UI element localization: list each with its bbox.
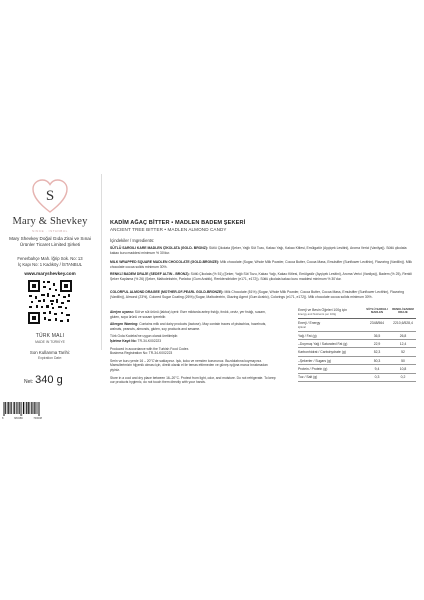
license-en: Business Registration No: TR-34-K002223: [110, 351, 173, 356]
nutrient-value-madlen: 2348/564: [369, 320, 385, 325]
ingredients-milk-madlen-tr: [110, 246, 416, 256]
net-weight-value: 340 g: [35, 374, 63, 386]
barcode-digits-right: 700008: [33, 417, 42, 420]
barcode: [2, 402, 42, 416]
table-row: [298, 340, 416, 348]
ingredients-milk-madlen-en: [110, 260, 416, 270]
nutrition-header-tr: Enerji ve Besin Öğeleri 100g için: [298, 308, 348, 312]
svg-text:S: S: [45, 188, 55, 204]
barcode-digit-lead: 8: [2, 417, 4, 420]
allergen-text-en: Contains milk and dairy products (lactose). May contain traces of pistachios, hazelnuts, walnuts, peanuts, almonds, gluten, soy products and sesame.: [110, 322, 267, 331]
expiry-label-en: Expiration Date:: [37, 356, 63, 360]
ingredients-heading-2: MILK WRAPPED SQUARE MADLEN CHOCOLATE (GOLD-BRONZE):: [110, 260, 220, 264]
codex-note-tr: Türk Gıda Kodeksi'ne uygun olarak üretilmiştir.: [110, 334, 179, 339]
company-address: [2, 256, 98, 267]
brand-tagline: SINCE · ISTANBUL: [32, 229, 68, 233]
production-note-en: [110, 347, 276, 356]
qr-code[interactable]: [27, 279, 73, 325]
codex-note-en: Produced in accordance with the Turkish Food Codex.: [110, 346, 190, 351]
ingredients-almond-dragee-tr: [110, 272, 416, 282]
table-row: [298, 319, 416, 332]
brand-name: Mary & Shevkey: [12, 216, 88, 227]
license-number-tr: TR-34-K002223: [137, 338, 162, 343]
ingredients-text-1: Sütlü Çikolata (Şeker, Yağlı Süt Tozu, Kakao Yağı, Kakao Kitlesi, Emülgatör (Ayçiçek Lesitini), Aroma Verici (Vanilya)). Sütlü çikolata kakao kuru maddesi minimum % 30'dur.: [110, 246, 407, 255]
nutrient-name: Karbonhidrat / Carbohydrate (g): [298, 350, 346, 355]
allergen-text-tr: Süt ve süt ürünü (laktoz) içerir. Eser miktarda antep fıstığı, fındık, ceviz, yer fıstığı, susam, gluten, soya ürünü ve susam içerebilir.: [110, 310, 266, 319]
net-weight-label: Net:: [24, 379, 34, 385]
nutrient-value-madlen: 50,3: [373, 358, 381, 363]
ingredients-text-2: Milk chocolate (Sugar, Whole Milk Powder, Cocoa Butter, Cocoa Mass, Emulsifier (Sunflower Lecithin), Flavoring (Vanillin)). Milk chocolate cocoa solids minimum 30%.: [110, 260, 412, 269]
nutrition-header: [298, 308, 416, 319]
brand-logo-heart-icon: [30, 176, 70, 216]
nutrient-value-madlen: 52,3: [373, 350, 381, 355]
nutrition-header-label: [298, 308, 364, 316]
table-row: [298, 365, 416, 373]
storage-en: Store in a cool and dry place between 16–20°C. Protect from light, odor, and moisture. Do not refrigerate. To keep our products hygienic, do not touch them directly with your hands.: [110, 375, 276, 385]
production-note-tr: [110, 334, 276, 343]
notes-block: [110, 310, 276, 388]
nutrient-name: –Şekerler / Sugars (g): [298, 358, 332, 363]
nutrient-value-dragee: 2210,6/528,4: [393, 320, 413, 325]
ingredients-text-3: Sütlü Çikolata (% 51) (Şeker, Yağlı Süt Tozu, Kakao Yağı, Kakao Kitlesi, Emülgatör (Ayçiçek Lesitini), Aroma Verici (Vanilya)), Badem (% 25), Renkli Şeker Kaplama (% 26) (Şeker, Maltodekstrin, Parlatıcı (Gum Arabik), Renklendiriciler (e171, e172)). Sütlü çikolata kakao kuru maddesi minimum % 30'dur.: [110, 272, 412, 281]
nutrient-value-madlen: 0,3: [374, 375, 380, 380]
nutrient-value-dragee: 50: [401, 358, 405, 363]
company-name: Mary Shevkey Doğal Gıda Zirai ve Sınai Ürünler Ticaret Limited Şirketi: [9, 236, 91, 247]
storage-tr: Serin ve kuru yerde 16 – 20°C'de saklayınız. Işık, koku ve nemden korununuz. Buzdolabına koymayınız. Mamullerimizin hijyenik olması için, direkt olarak el ile temas ettirmeden ve güneş ışığına maruz bırakmadan yiyiniz.: [110, 358, 268, 372]
nutrient-name-tr: Enerji / Energy: [298, 320, 321, 325]
nutrient-value-dragee: 52: [401, 350, 405, 355]
address-line-1: Fenerbahçe Mah. İğrip Sok. No: 13: [17, 256, 83, 261]
ingredients-heading-1: SÜTLÜ SARGILI KARE MADLEN ÇİKOLATA (GOLD- BRONZ):: [110, 246, 209, 250]
product-title-en: ANCIENT TREE BITTER • MADLEN ALMOND CANDY: [110, 227, 227, 232]
allergen-label-tr: Alerjen uyarısı:: [110, 310, 134, 314]
table-row: [298, 357, 416, 365]
nutrient-value-dragee: 12,4: [399, 341, 407, 346]
license-tr: [110, 339, 276, 344]
nutrient-unit: kj/kcal: [298, 324, 306, 329]
product-label: [0, 170, 424, 432]
nutrient-value-madlen: 22,9: [373, 341, 381, 346]
nutrient-value-madlen: 36,5: [373, 333, 381, 338]
expiry-label-tr: Son Kullanma Tarihi:: [29, 350, 71, 355]
nutrient-value-dragee: 0,2: [400, 375, 406, 380]
nutrient-name: Tuz / Salt (g): [298, 375, 318, 380]
nutrient-value-dragee: 26,8: [399, 333, 407, 338]
allergen-warning-tr: [110, 310, 276, 319]
license-label-tr: İşletme Kayıt No:: [110, 338, 137, 343]
nutrition-table: [298, 308, 416, 382]
barcode-digits-left: 683489: [14, 417, 23, 420]
product-title: KADİM AĞAÇ BİTTER • MADLEN BADEM ŞEKERİ: [110, 220, 246, 226]
column-divider: [101, 174, 102, 350]
nutrient-value-madlen: 9,4: [374, 367, 380, 372]
nutrient-name: Protein / Protein (g): [298, 367, 328, 372]
ingredients-heading-3: RENKLİ BADEM DRAJE (SEDEF ALTIN - BRONZ):: [110, 272, 190, 276]
ingredients-text-4: Milk Chocolate (51%) (Sugar, Whole Milk Powder, Cocoa Butter, Cocoa Mass, Emulsifier (Sunflower Lecithin), Flavoring (Vanillin)), Almond (23%), Colored Sugar Coating (26%) (Sugar, Maltodextrin, Glazing Agent (Gum Arabic), Colorings (e171, e172)). Milk chocolate cocoa solids minimum 30%.: [110, 290, 405, 299]
allergen-label-en: Allergen Warning:: [110, 322, 139, 327]
brand-column: [0, 170, 100, 432]
net-weight: [24, 370, 84, 388]
ingredients-heading-4: COLORFUL ALMOND DRAGEE (MOTHER-OF-PEARL GOLD-BRONZE):: [110, 290, 224, 294]
origin-tr: TÜRK MALI: [35, 333, 65, 339]
table-row: [298, 348, 416, 356]
ingredients-almond-dragee-en: [110, 290, 416, 300]
nutrition-col-almond-dragee: RENKLİ BADEM DRAJE: [392, 307, 414, 315]
nutrient-value-dragee: 10,8: [399, 367, 407, 372]
nutrition-header-en: Energy and Nutrients per 100g: [298, 312, 337, 317]
allergen-warning-en: [110, 322, 276, 331]
nutrient-name: [298, 321, 364, 329]
nutrient-name: Yağ / Fat (g): [298, 333, 317, 338]
table-row: [298, 374, 416, 382]
website-link[interactable]: www.maryshevkey.com: [24, 271, 76, 276]
table-row: [298, 332, 416, 340]
address-line-2: İç Kapı No: 1 Kadıköy / İSTANBUL: [17, 261, 83, 267]
origin-en: MADE IN TÜRKİYE: [35, 340, 65, 344]
barcode-digits: [2, 417, 42, 420]
ingredients-heading: İçindekiler / Ingredients:: [110, 238, 155, 243]
nutrition-col-milk-madlen: SÜTLÜ SARGILI MADLEN: [366, 307, 388, 315]
nutrient-name: –Doymuş Yağ / Saturated Fat (g): [298, 341, 348, 346]
